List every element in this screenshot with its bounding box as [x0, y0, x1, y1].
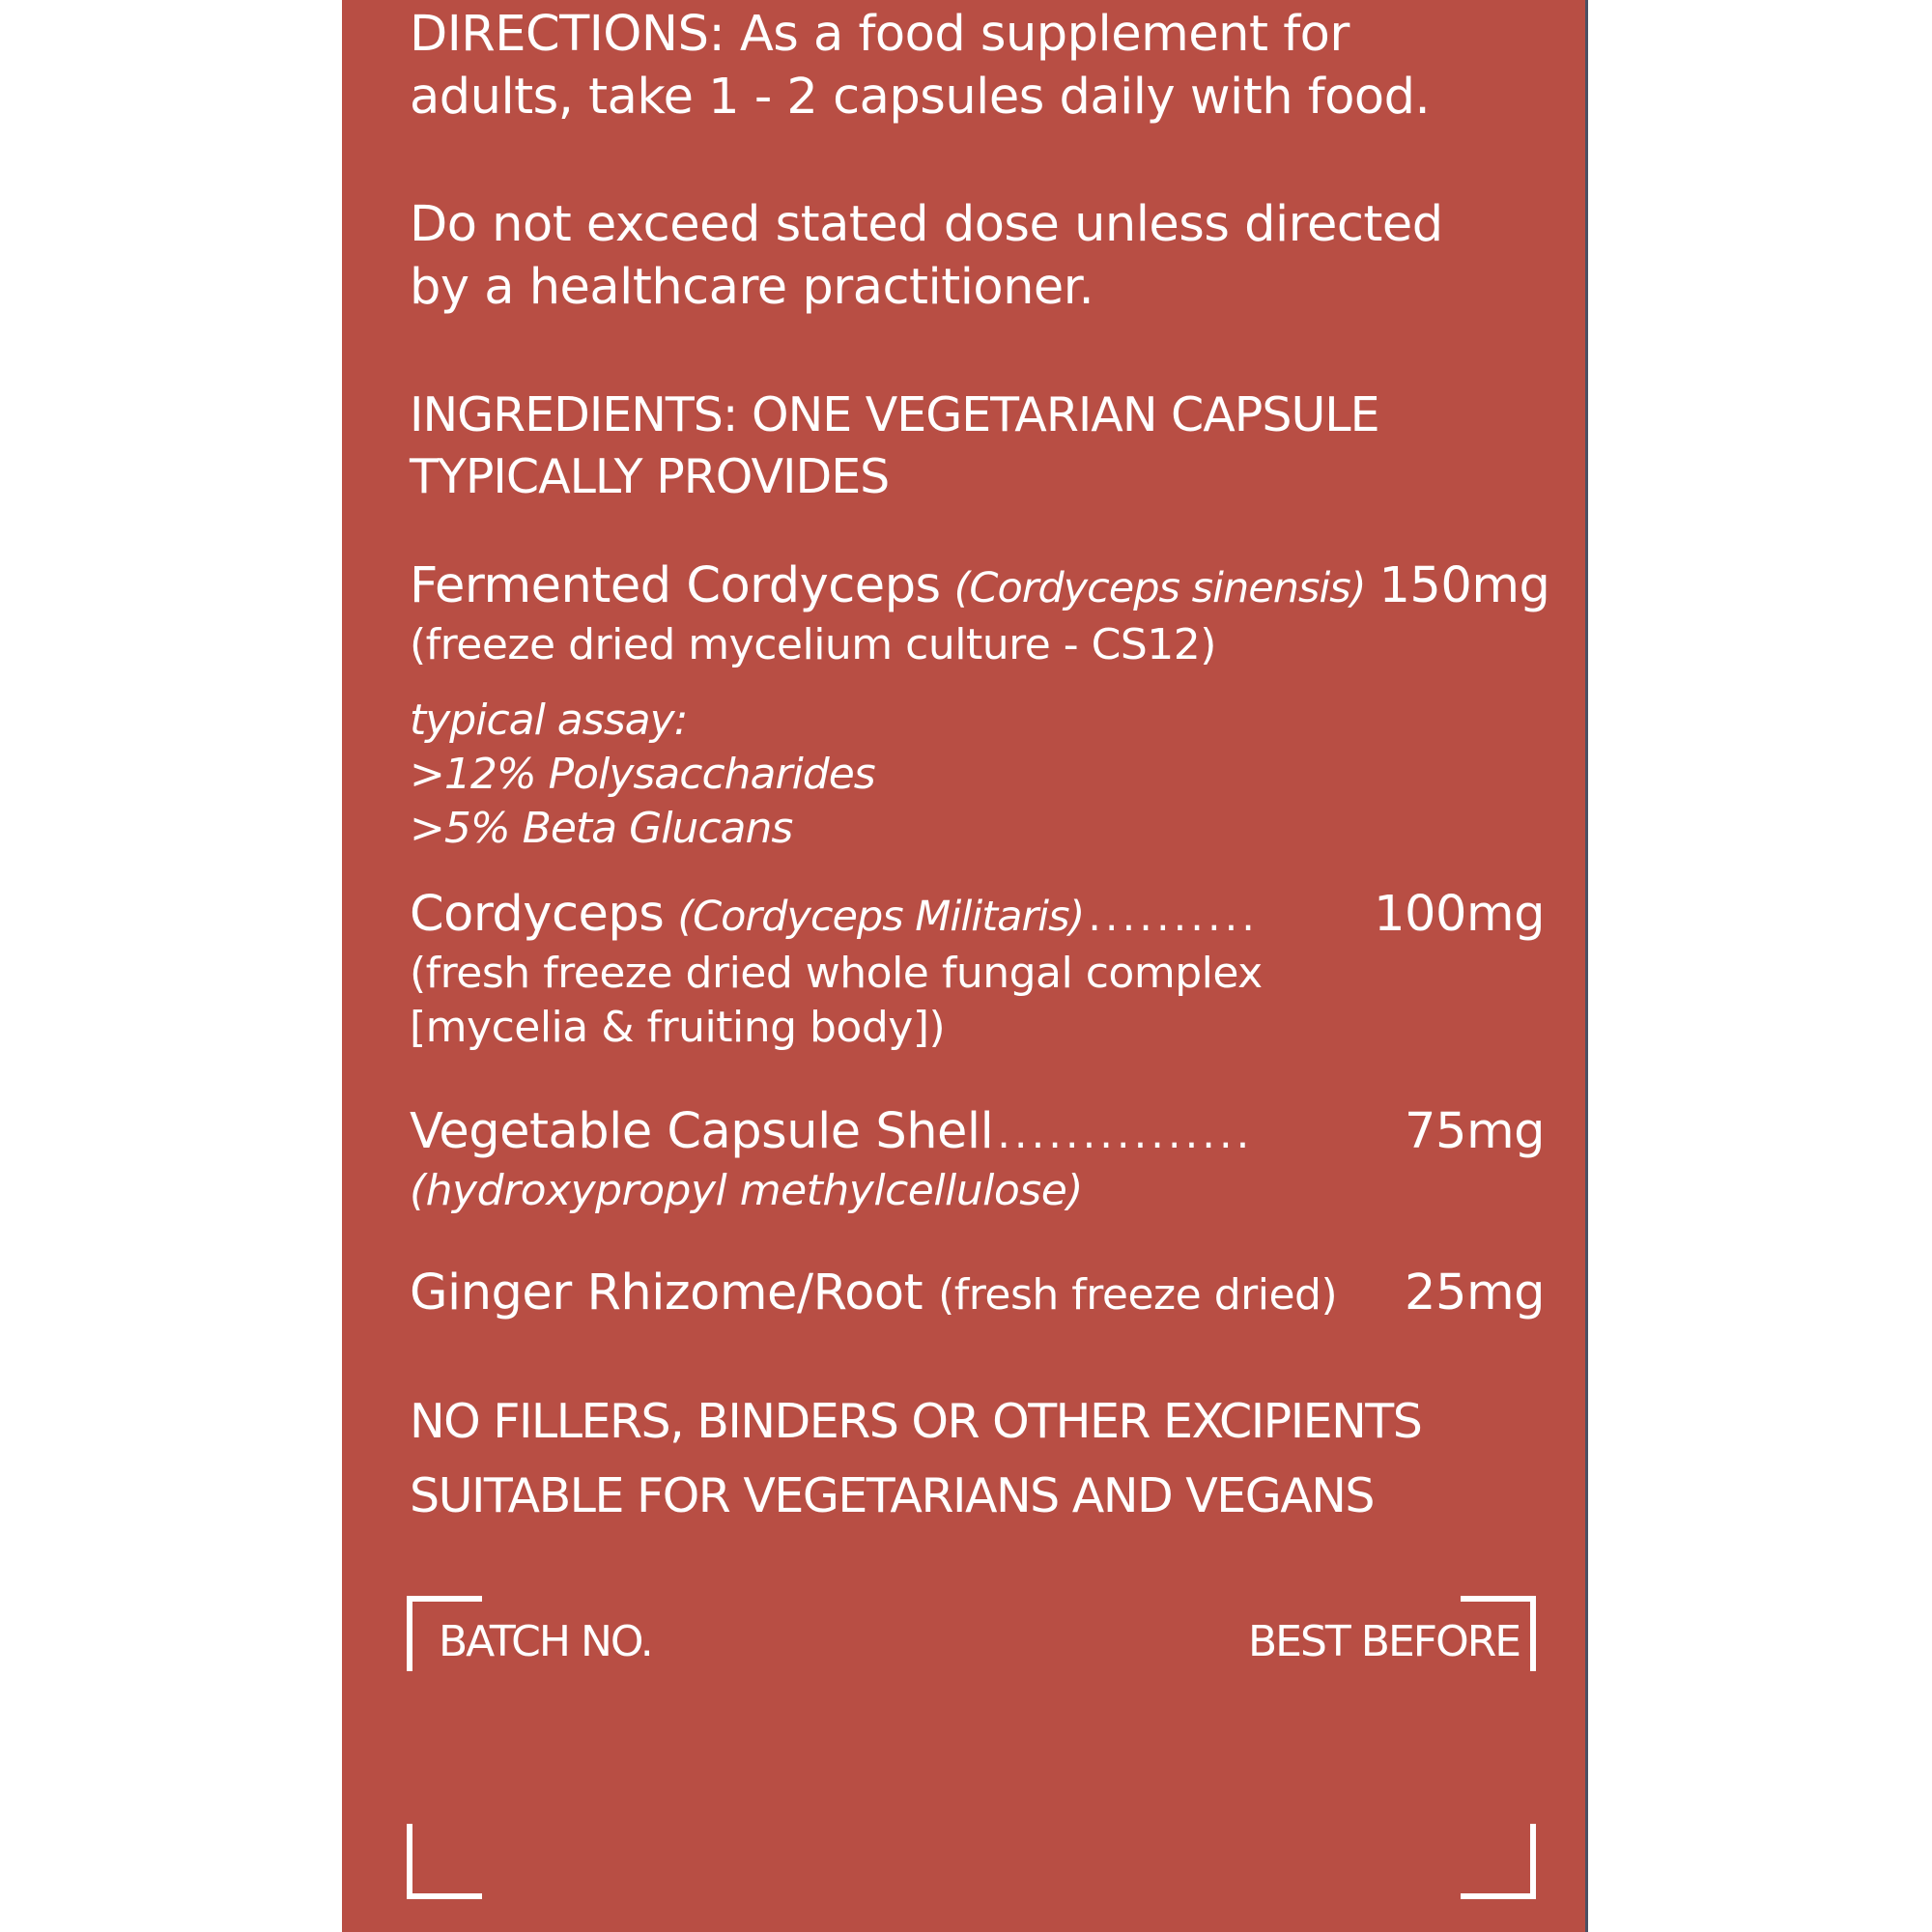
- ingredient-amount: 75mg: [1405, 1103, 1545, 1160]
- assay-polysaccharides: >12% Polysaccharides: [410, 750, 875, 799]
- ingredients-heading-line-1: INGREDIENTS: ONE VEGETARIAN CAPSULE: [410, 387, 1379, 442]
- ingredient-amount: 150mg: [1378, 557, 1550, 614]
- directions-line-2: adults, take 1 - 2 capsules daily with food.: [410, 69, 1431, 126]
- ingredient-note: (fresh freeze dried): [938, 1270, 1338, 1320]
- ingredient-detail: (hydroxypropyl methylcellulose): [410, 1166, 1083, 1215]
- vegan-notice: SUITABLE FOR VEGETARIANS AND VEGANS: [410, 1468, 1375, 1523]
- ingredient-amount: 25mg: [1405, 1264, 1545, 1321]
- notices-section: [410, 1394, 1549, 1523]
- leader-dots: ...............: [997, 1110, 1254, 1158]
- ingredient-row: [410, 557, 1550, 614]
- assay-label: typical assay:: [410, 696, 688, 745]
- ingredient-capsule-shell: [410, 1103, 1549, 1215]
- directions-line-1: DIRECTIONS: As a food supplement for: [410, 6, 1350, 63]
- ingredient-detail-line-2: [mycelia & fruiting body]): [410, 1003, 946, 1052]
- dosage-warning-section: [410, 196, 1549, 316]
- no-fillers-notice: NO FILLERS, BINDERS OR OTHER EXCIPIENTS: [410, 1394, 1422, 1449]
- ingredients-heading-line-2: TYPICALLY PROVIDES: [410, 449, 890, 504]
- assay-beta-glucans: >5% Beta Glucans: [410, 804, 793, 853]
- supplement-label-panel: [342, 0, 1588, 1932]
- print-box-corner-bottom-right: [1461, 1824, 1536, 1899]
- directions-section: [410, 6, 1549, 126]
- ingredient-ginger: [410, 1264, 1549, 1321]
- ingredient-name: Fermented Cordyceps: [410, 557, 941, 614]
- ingredient-row: [410, 886, 1545, 943]
- batch-number-label: BATCH NO.: [439, 1617, 652, 1666]
- ingredient-detail-line-1: (fresh freeze dried whole fungal complex: [410, 949, 1263, 998]
- ingredient-latin-name: (Cordyceps Militaris): [677, 893, 1085, 941]
- ingredient-amount: 100mg: [1374, 886, 1545, 943]
- ingredient-name: Vegetable Capsule Shell: [410, 1103, 994, 1160]
- warning-line-1: Do not exceed stated dose unless directed: [410, 196, 1443, 253]
- ingredient-detail: (freeze dried mycelium culture - CS12): [410, 620, 1216, 669]
- ingredient-name: Ginger Rhizome/Root: [410, 1264, 923, 1321]
- ingredient-name: Cordyceps: [410, 886, 665, 943]
- ingredient-row: [410, 1103, 1545, 1160]
- leader-dots: ..........: [1088, 893, 1259, 941]
- best-before-label: BEST BEFORE: [1248, 1617, 1520, 1666]
- ingredient-cordyceps: [410, 886, 1549, 1052]
- ingredient-row: [410, 1264, 1545, 1321]
- ingredient-latin-name: (Cordyceps sinensis): [953, 564, 1366, 612]
- ingredients-heading: [410, 387, 1549, 504]
- print-box-corner-bottom-left: [407, 1824, 482, 1899]
- warning-line-2: by a healthcare practitioner.: [410, 259, 1094, 316]
- ingredient-fermented-cordyceps: [410, 557, 1550, 853]
